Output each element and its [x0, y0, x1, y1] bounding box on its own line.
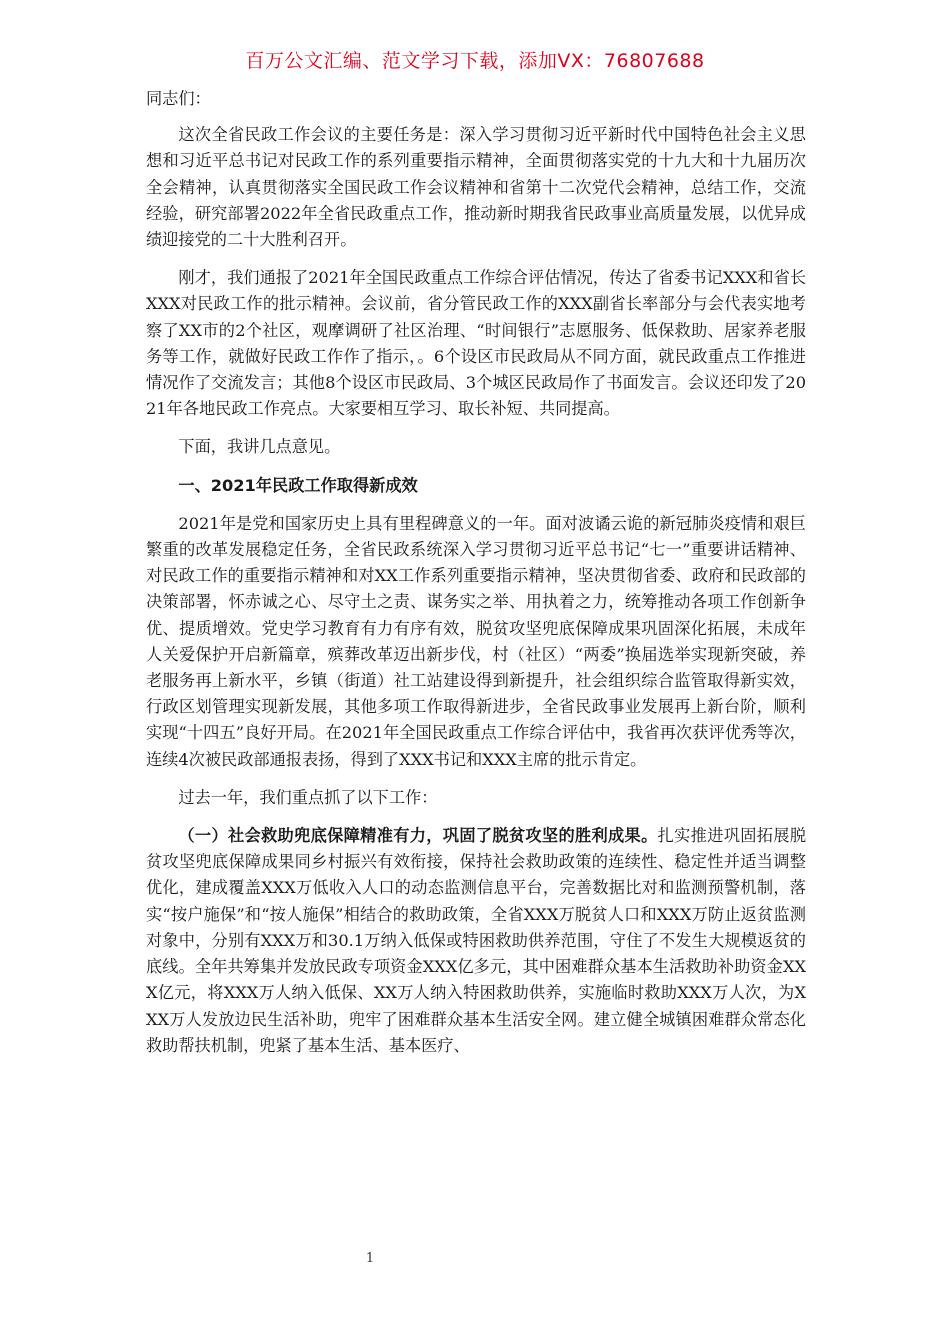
- paragraph-key-work-intro: 过去一年，我们重点抓了以下工作：: [178, 787, 438, 807]
- download-watermark: 百万公文汇编、范文学习下载，添加VX：76807688: [245, 50, 705, 72]
- page-number: 1: [365, 1251, 375, 1266]
- paragraph-meeting-tasks: 这次全省民政工作会议的主要任务是：深入学习贯彻习近平新时代中国特色社会主义思想和习近平总书记对民政工作的系列重要指示精神，全面贯彻落实党的十九大和十九届历次全会精神，认真贯彻落实全国民政工作会议精神和省第十二次党代会精神，总结工作，交流经验，研究部署2022年全省民政重点工作，推动新时期我省民政事业高质量发展，以优异成绩迎接党的二十大胜利召开。: [146, 125, 806, 250]
- document-body: [146, 86, 806, 1071]
- paragraph-meeting-summary: 刚才，我们通报了2021年全国民政重点工作综合评估情况，传达了省委书记XXX和省长XXX对民政工作的批示精神。会议前，省分管民政工作的XXX副省长率部分与会代表实地考察了XX市的2个社区，观摩调研了社区治理、“时间银行”志愿服务、低保救助、居家养老服务等工作，就做好民政工作作了指示，。6个设区市民政局从不同方面，就民政重点工作推进情况作了交流发言；其他8个设区市民政局、3个城区民政局作了书面发言。会议还印发了2021年各地民政工作亮点。大家要相互学习、取长补短、共同提高。: [146, 268, 806, 419]
- paragraph-2021-overview: 2021年是党和国家历史上具有里程碑意义的一年。面对波谲云诡的新冠肺炎疫情和艰巨繁重的改革发展稳定任务，全省民政系统深入学习贯彻习近平总书记“七一”重要讲话精神、对民政工作的重要指示精神和对XX工作系列重要指示精神，坚决贯彻省委、政府和民政部的决策部署，怀赤诚之心、尽守土之责、谋务实之举、用执着之力，统筹推动各项工作创新争优、提质增效。党史学习教育有力有序有效，脱贫攻坚兜底保障成果巩固深化拓展，未成年人关爱保护开启新篇章，殡葬改革迈出新步伐，村（社区）“两委”换届选举实现新突破，养老服务再上新水平，乡镇（街道）社工站建设得到新提升，社会组织综合监管取得新实效，行政区划管理实现新发展，其他多项工作取得新进步，全省民政事业发展再上新台阶，顺利实现“十四五”良好开局。在2021年全国民政重点工作综合评估中，我省再次获评优秀等次，连续4次被民政部通报表扬，得到了XXX书记和XXX主席的批示肯定。: [146, 513, 806, 769]
- item-social-assistance-body: 扎实推进巩固拓展脱贫攻坚兜底保障成果同乡村振兴有效衔接，保持社会救助政策的连续性、稳定性并适当调整优化，建成覆盖XXX万低收入人口的动态监测信息平台，完善数据比对和监测预警机制，落实“按户施保”和“按人施保”相结合的救助政策，全省XXX万脱贫人口和XXX万防止返贫监测对象中，分别有XXX万和30.1万纳入低保或特困救助供养范围，守住了不发生大规模返贫的底线。全年共筹集并发放民政专项资金XXX亿多元，其中困难群众基本生活救助补助资金XXX亿元，将XXX万人纳入低保、XX万人纳入特困救助供养，实施临时救助XXX万人次，为XXX万人发放边民生活补助，兜牢了困难群众基本生活安全网。建立健全城镇困难群众常态化救助帮扶机制，兜紧了基本生活、基本医疗、: [146, 826, 807, 1055]
- salutation: 同志们：: [146, 89, 211, 108]
- item-social-assistance: [146, 823, 806, 1059]
- item-social-assistance-lead: （一）社会救助兜底保障精准有力，巩固了脱贫攻坚的胜利成果。: [178, 826, 658, 846]
- paragraph-opinions-intro: 下面，我讲几点意见。: [178, 437, 341, 457]
- section-heading-achievements: 一、2021年民政工作取得新成效: [178, 475, 418, 495]
